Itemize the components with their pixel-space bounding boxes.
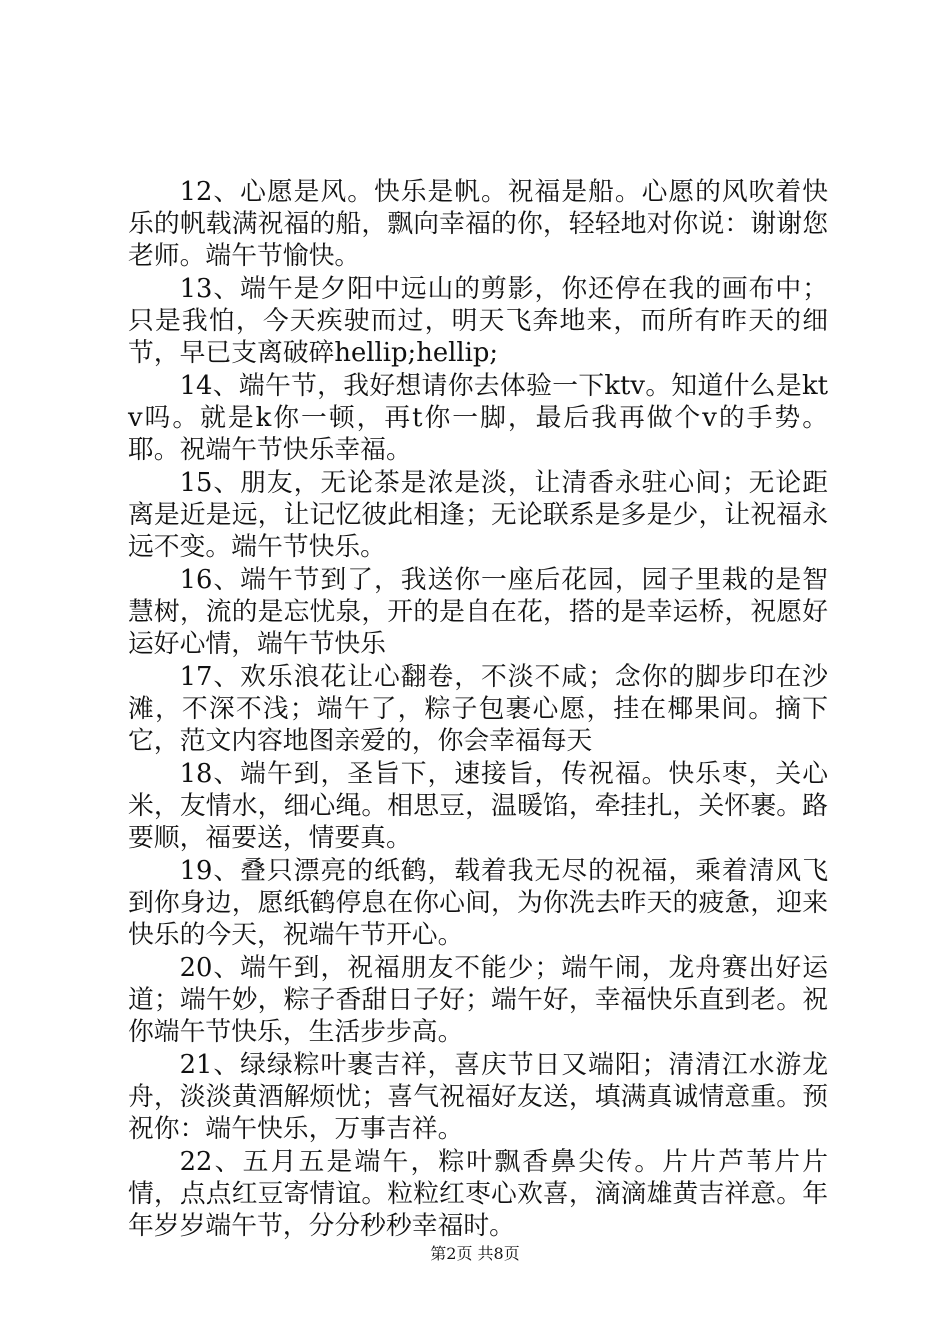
paragraph-22: 22、五月五是端午，粽叶飘香鼻尖传。片片芦苇片片情，点点红豆寄情谊。粒粒红枣心欢喜，滴滴雄黄吉祥意。年年岁岁端午节，分分秒秒幸福时。 xyxy=(128,1147,828,1241)
paragraph-14: 14、端午节，我好想请你去体验一下ktv。知道什么是ktv吗。就是k你一顿，再t你一脚，最后我再做个v的手势。耶。祝端午节快乐幸福。 xyxy=(128,371,828,465)
paragraph-12: 12、心愿是风。快乐是帆。祝福是船。心愿的风吹着快乐的帆载满祝福的船，飘向幸福的你，轻轻地对你说：谢谢您老师。端午节愉快。 xyxy=(128,177,828,271)
paragraph-20: 20、端午到，祝福朋友不能少；端午闹，龙舟赛出好运道；端午妙，粽子香甜日子好；端午好，幸福快乐直到老。祝你端午节快乐，生活步步高。 xyxy=(128,953,828,1047)
paragraph-13: 13、端午是夕阳中远山的剪影，你还停在我的画布中；只是我怕，今天疾驶而过，明天飞奔地来，而所有昨天的细节，早已支离破碎hellip;hellip; xyxy=(128,274,828,368)
paragraph-19: 19、叠只漂亮的纸鹤，载着我无尽的祝福，乘着清风飞到你身边，愿纸鹤停息在你心间，为你洗去昨天的疲惫，迎来快乐的今天，祝端午节开心。 xyxy=(128,856,828,950)
paragraph-18: 18、端午到，圣旨下，速接旨，传祝福。快乐枣，关心米，友情水，细心绳。相思豆，温暖馅，牵挂扎，关怀裹。路要顺，福要送，情要真。 xyxy=(128,759,828,853)
document-body xyxy=(128,176,828,1243)
page-footer: 第2页 共8页 xyxy=(430,1244,520,1263)
paragraph-16: 16、端午节到了，我送你一座后花园，园子里栽的是智慧树，流的是忘忧泉，开的是自在花，搭的是幸运桥，祝愿好运好心情，端午节快乐 xyxy=(128,565,828,659)
paragraph-17: 17、欢乐浪花让心翻卷，不淡不咸；念你的脚步印在沙滩，不深不浅；端午了，粽子包裹心愿，挂在椰果间。摘下它，范文内容地图亲爱的，你会幸福每天 xyxy=(128,662,828,756)
paragraph-21: 21、绿绿粽叶裹吉祥，喜庆节日又端阳；清清江水游龙舟，淡淡黄酒解烦忧；喜气祝福好友送，填满真诚情意重。预祝你：端午快乐，万事吉祥。 xyxy=(128,1050,828,1144)
paragraph-15: 15、朋友，无论茶是浓是淡，让清香永驻心间；无论距离是近是远，让记忆彼此相逢；无论联系是多是少，让祝福永远不变。端午节快乐。 xyxy=(128,468,828,562)
